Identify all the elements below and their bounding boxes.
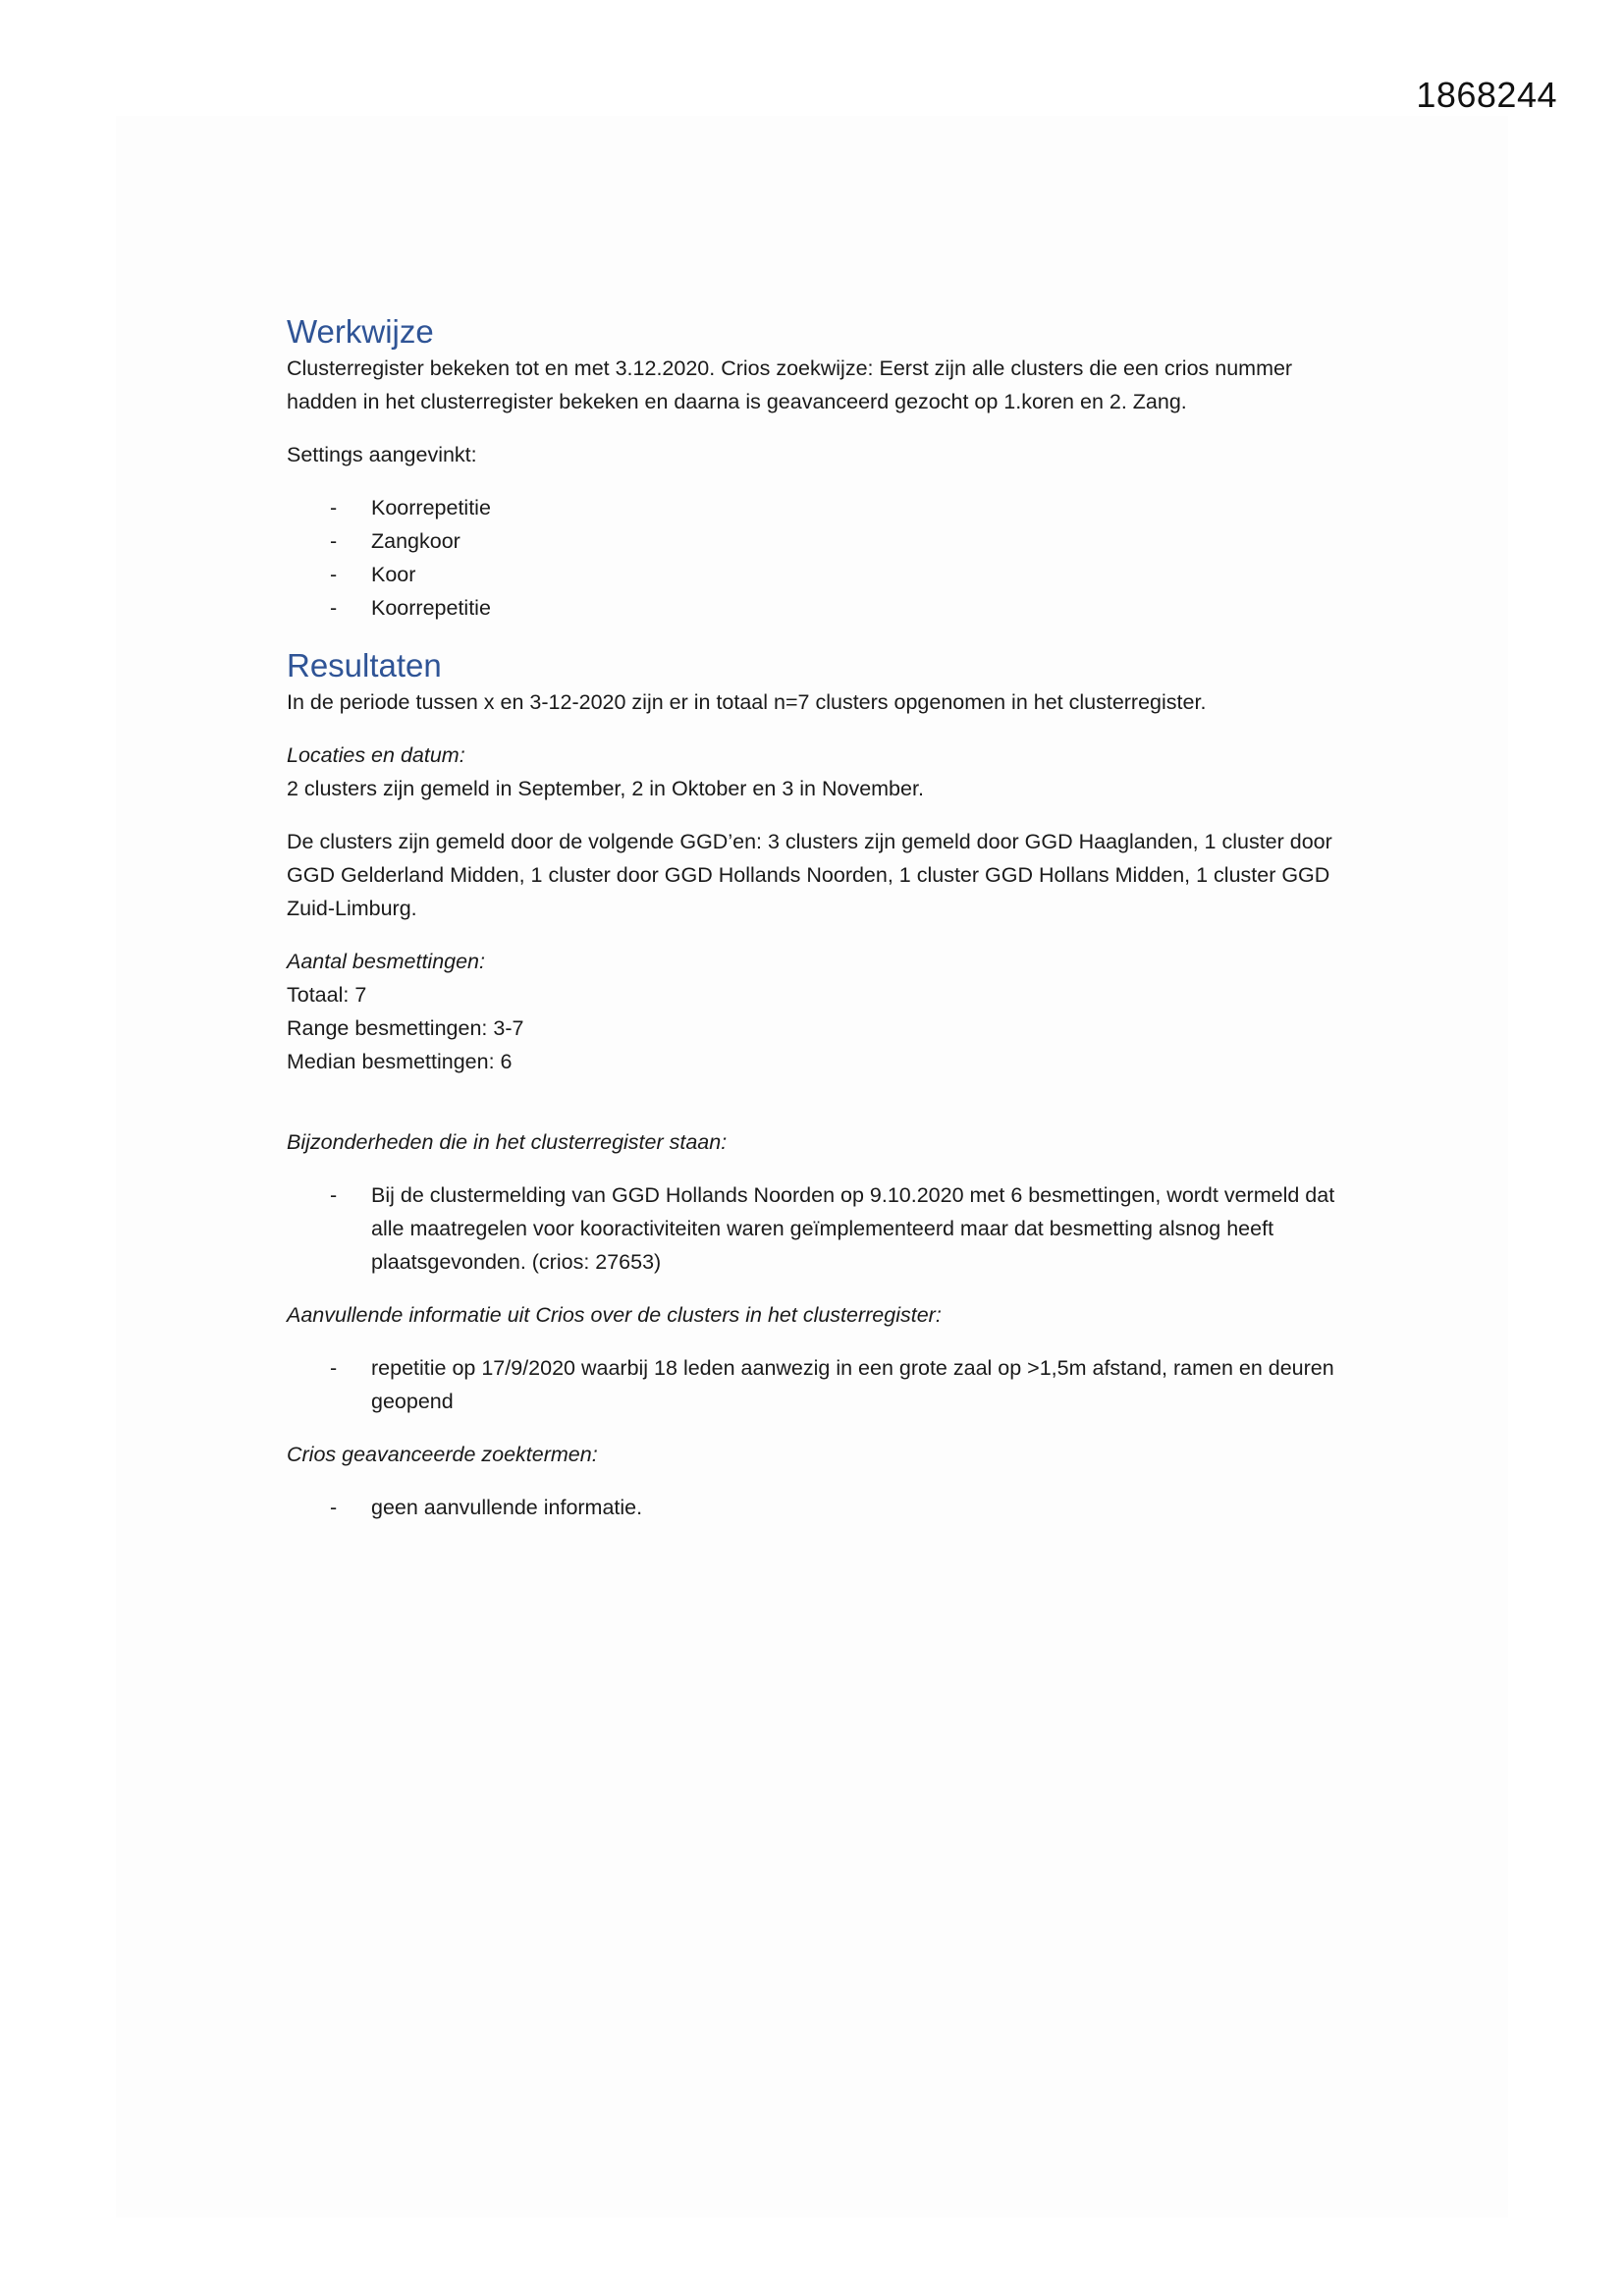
resultaten-summary: In de periode tussen x en 3-12-2020 zijn er in totaal n=7 clusters opgenomen in het clusterregister. (287, 690, 1207, 714)
bijzonderheden-label: Bijzonderheden die in het clusterregister staan: (287, 1130, 728, 1154)
dash-bullet-icon: - (330, 563, 338, 586)
besmettingen-range: Range besmettingen: 3-7 (287, 1016, 524, 1040)
dash-bullet-icon: - (330, 1496, 338, 1519)
heading-resultaten: Resultaten (287, 647, 442, 683)
list-item: - Koorrepetitie (287, 491, 1367, 524)
settings-label: Settings aangevinkt: (287, 443, 477, 466)
document-number: 1868244 (1416, 75, 1557, 115)
aanvullend-label: Aanvullende informatie uit Crios over de clusters in het clusterregister: (287, 1303, 942, 1327)
heading-werkwijze: Werkwijze (287, 313, 434, 350)
aanvullend-list (287, 1351, 1367, 1418)
list-item: - Bij de clustermelding van GGD Hollands Noorden op 9.10.2020 met 6 besmettingen, wordt vermeld dat alle maatregelen voor kooractiviteiten waren geïmplementeerd maar dat besmetting alsnog heeft plaatsgevonden. (crios: 27653) (287, 1178, 1367, 1279)
document-body (287, 312, 1367, 1524)
list-item: - repetitie op 17/9/2020 waarbij 18 leden aanwezig in een grote zaal op >1,5m afstand, ramen en deuren geopend (287, 1351, 1367, 1418)
ggd-text: De clusters zijn gemeld door de volgende GGD’en: 3 clusters zijn gemeld door GGD Haaglanden, 1 cluster door GGD Gelderland Midden, 1 cluster door GGD Hollands Noorden, 1 cluster GGD Hollans Midden, 1 cluster GGD Zuid-Limburg. (287, 830, 1332, 920)
dash-bullet-icon: - (330, 529, 338, 553)
zoektermen-list (287, 1491, 1367, 1524)
locaties-label: Locaties en datum: (287, 743, 465, 767)
zoektermen-label: Crios geavanceerde zoektermen: (287, 1443, 598, 1466)
list-item: - Zangkoor (287, 524, 1367, 558)
dash-bullet-icon: - (330, 1356, 338, 1380)
list-item: - Koor (287, 558, 1367, 591)
bijzonderheden-list (287, 1178, 1367, 1279)
locaties-text: 2 clusters zijn gemeld in September, 2 in Oktober en 3 in November. (287, 777, 924, 800)
werkwijze-intro: Clusterregister bekeken tot en met 3.12.2020. Crios zoekwijze: Eerst zijn alle clusters die een crios nummer hadden in het clusterregister bekeken en daarna is geavanceerd gezocht op 1.koren en 2. Zang. (287, 356, 1293, 413)
dash-bullet-icon: - (330, 1183, 338, 1207)
list-item: - geen aanvullende informatie. (287, 1491, 1367, 1524)
settings-list (287, 491, 1367, 625)
besmettingen-median: Median besmettingen: 6 (287, 1050, 513, 1073)
besmettingen-label: Aantal besmettingen: (287, 950, 485, 973)
dash-bullet-icon: - (330, 596, 338, 620)
list-item: - Koorrepetitie (287, 591, 1367, 625)
besmettingen-totaal: Totaal: 7 (287, 983, 367, 1007)
dash-bullet-icon: - (330, 496, 338, 519)
